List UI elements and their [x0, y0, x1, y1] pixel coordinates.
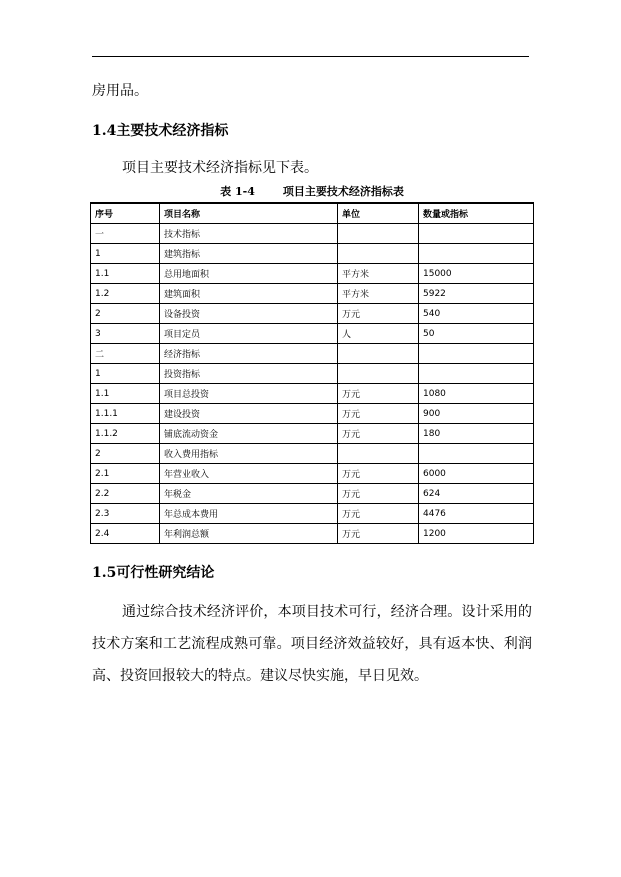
table-caption-number: 表 1-4 — [220, 185, 255, 198]
cell-no: 1 — [91, 244, 160, 264]
cell-no: 1.1.2 — [91, 424, 160, 444]
table-row — [91, 344, 534, 364]
table-row — [91, 464, 534, 484]
cell-name: 年利润总额 — [160, 524, 338, 544]
cell-name: 项目总投资 — [160, 384, 338, 404]
cell-unit — [338, 224, 419, 244]
table-row — [91, 284, 534, 304]
table-caption — [92, 185, 532, 199]
cell-name: 铺底流动资金 — [160, 424, 338, 444]
cell-unit — [338, 244, 419, 264]
cell-name: 设备投资 — [160, 304, 338, 324]
section-heading-1-4: 1.4主要技术经济指标 — [92, 123, 229, 139]
table-row — [91, 524, 534, 544]
cell-name: 技术指标 — [160, 224, 338, 244]
continued-text: 房用品。 — [92, 83, 148, 99]
table-row — [91, 504, 534, 524]
cell-no: 2.4 — [91, 524, 160, 544]
table-row — [91, 364, 534, 384]
table-row — [91, 244, 534, 264]
cell-no: 1.2 — [91, 284, 160, 304]
cell-no: 一 — [91, 224, 160, 244]
cell-value: 1080 — [419, 384, 534, 404]
cell-unit: 万元 — [338, 304, 419, 324]
cell-no: 1 — [91, 364, 160, 384]
cell-unit: 万元 — [338, 504, 419, 524]
cell-no: 1.1 — [91, 264, 160, 284]
cell-no: 2 — [91, 304, 160, 324]
cell-no: 2 — [91, 444, 160, 464]
cell-unit: 万元 — [338, 404, 419, 424]
table-row — [91, 304, 534, 324]
cell-value: 15000 — [419, 264, 534, 284]
cell-value: 624 — [419, 484, 534, 504]
cell-unit: 万元 — [338, 384, 419, 404]
cell-value — [419, 344, 534, 364]
table-row — [91, 404, 534, 424]
column-header-value: 数量或指标 — [419, 203, 534, 224]
table-caption-title: 项目主要技术经济指标表 — [282, 185, 404, 198]
cell-no: 2.3 — [91, 504, 160, 524]
cell-unit: 万元 — [338, 464, 419, 484]
cell-no: 3 — [91, 324, 160, 344]
cell-value: 6000 — [419, 464, 534, 484]
table-row — [91, 324, 534, 344]
table-row — [91, 264, 534, 284]
cell-no: 2.1 — [91, 464, 160, 484]
table-body — [91, 224, 534, 544]
cell-name: 收入费用指标 — [160, 444, 338, 464]
cell-name: 投资指标 — [160, 364, 338, 384]
cell-name: 项目定员 — [160, 324, 338, 344]
conclusion-paragraph: 通过综合技术经济评价，本项目技术可行，经济合理。设计采用的技术方案和工艺流程成熟可靠。项目经济效益较好，具有返本快、利润高、投资回报较大的特点。建议尽快实施，早日见效。 — [92, 604, 532, 684]
cell-value: 1200 — [419, 524, 534, 544]
cell-unit — [338, 364, 419, 384]
table-row — [91, 484, 534, 504]
column-header-unit: 单位 — [338, 203, 419, 224]
table-row — [91, 424, 534, 444]
cell-unit: 人 — [338, 324, 419, 344]
table-intro-text: 项目主要技术经济指标见下表。 — [122, 160, 318, 176]
cell-unit: 平方米 — [338, 264, 419, 284]
section-heading-1-5: 1.5可行性研究结论 — [92, 565, 215, 581]
cell-no: 1.1.1 — [91, 404, 160, 424]
cell-unit: 平方米 — [338, 284, 419, 304]
cell-unit: 万元 — [338, 524, 419, 544]
cell-name: 总用地面积 — [160, 264, 338, 284]
cell-value — [419, 444, 534, 464]
cell-value: 5922 — [419, 284, 534, 304]
cell-value: 540 — [419, 304, 534, 324]
cell-name: 建筑面积 — [160, 284, 338, 304]
cell-unit — [338, 444, 419, 464]
cell-value: 900 — [419, 404, 534, 424]
cell-value — [419, 224, 534, 244]
cell-no: 2.2 — [91, 484, 160, 504]
cell-name: 建筑指标 — [160, 244, 338, 264]
indicators-table — [90, 202, 534, 544]
cell-unit — [338, 344, 419, 364]
table-row — [91, 224, 534, 244]
cell-name: 经济指标 — [160, 344, 338, 364]
cell-value: 50 — [419, 324, 534, 344]
cell-unit: 万元 — [338, 484, 419, 504]
column-header-no: 序号 — [91, 203, 160, 224]
column-header-name: 项目名称 — [160, 203, 338, 224]
header-rule — [92, 56, 529, 57]
cell-value — [419, 364, 534, 384]
cell-name: 建设投资 — [160, 404, 338, 424]
cell-no: 1.1 — [91, 384, 160, 404]
cell-name: 年税金 — [160, 484, 338, 504]
cell-no: 二 — [91, 344, 160, 364]
table-row — [91, 384, 534, 404]
cell-unit: 万元 — [338, 424, 419, 444]
table-header-row — [91, 203, 534, 224]
table-row — [91, 444, 534, 464]
cell-name: 年营业收入 — [160, 464, 338, 484]
cell-name: 年总成本费用 — [160, 504, 338, 524]
cell-value: 180 — [419, 424, 534, 444]
cell-value — [419, 244, 534, 264]
cell-value: 4476 — [419, 504, 534, 524]
